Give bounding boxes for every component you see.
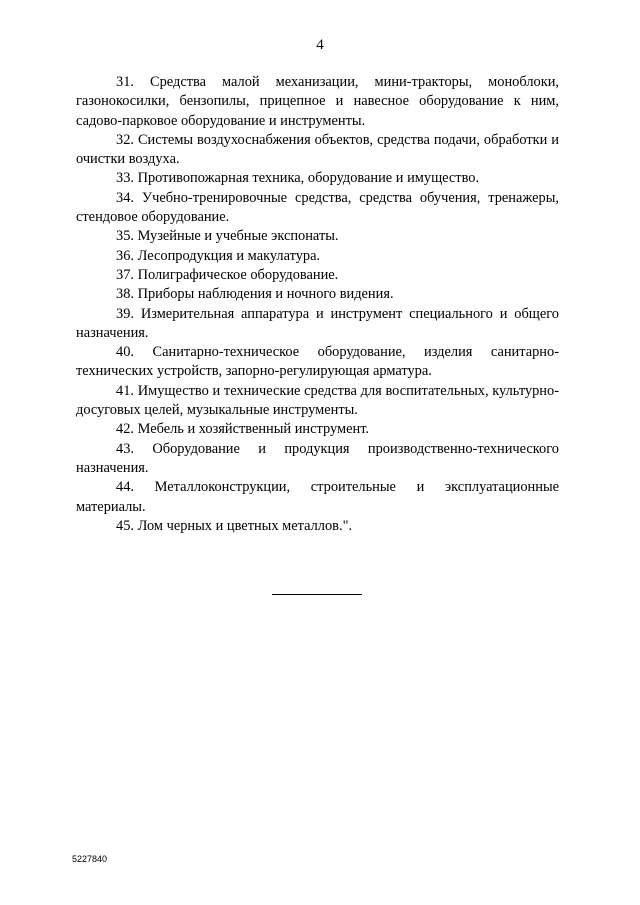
list-item-36: 36. Лесопродукция и макулатура. — [116, 247, 321, 264]
list-item-39: 39. Измерительная аппаратура и инструмент специального и общего назначения. — [76, 305, 559, 341]
list-body — [76, 73, 559, 536]
list-item-38: 38. Приборы наблюдения и ночного видения. — [116, 286, 394, 303]
list-item-34: 34. Учебно-тренировочные средства, средства обучения, тренажеры, стендовое оборудование. — [76, 189, 559, 226]
list-item-43: 43. Оборудование и продукция производственно-технического назначения. — [76, 440, 559, 476]
end-separator-line — [272, 594, 362, 595]
document-code: 5227840 — [72, 854, 108, 864]
list-item-37: 37. Полиграфическое оборудование. — [116, 266, 339, 283]
list-item-40: 40. Санитарно-техническое оборудование, изделия санитарно-технических устройств, запорно-регулирующая арматура. — [76, 344, 559, 380]
list-item-33: 33. Противопожарная техника, оборудование и имущество. — [116, 170, 480, 187]
list-item-31: 31. Средства малой механизации, мини-тракторы, моноблоки, газонокосилки, бензопилы, прицепное и навесное оборудование к ним, садово-парковое оборудование и инструменты. — [76, 74, 559, 129]
list-item-32: 32. Системы воздухоснабжения объектов, средства подачи, обработки и очистки воздуха. — [76, 131, 559, 168]
list-item-35: 35. Музейные и учебные экспонаты. — [116, 228, 339, 245]
list-item-41: 41. Имущество и технические средства для воспитательных, культурно-досуговых целей, музыкальные инструменты. — [76, 382, 559, 419]
page-number: 4 — [316, 37, 324, 53]
list-item-45: 45. Лом черных и цветных металлов.". — [116, 517, 353, 534]
list-item-42: 42. Мебель и хозяйственный инструмент. — [116, 421, 369, 438]
list-item-44: 44. Металлоконструкции, строительные и эксплуатационные материалы. — [76, 479, 559, 515]
